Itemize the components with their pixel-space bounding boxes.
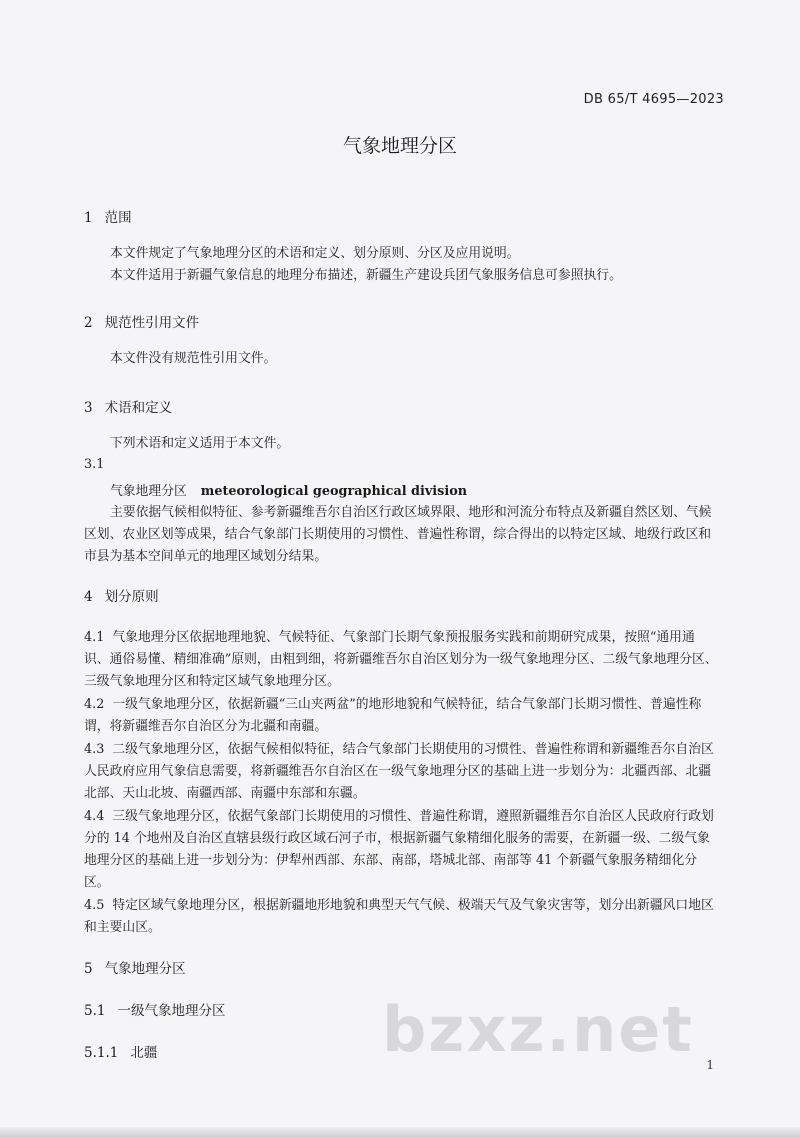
subsection-number: 5.1.1 — [84, 1045, 119, 1061]
section-title: 术语和定义 — [104, 400, 173, 416]
clause-text: 一级气象地理分区，依据新疆“三山夹两盆”的地形地貌和气候特征，结合气象部门长期习惯性、普遍性称谓，将新疆维吾尔自治区分为北疆和南疆。 — [84, 697, 702, 734]
document-title: 气象地理分区 — [342, 135, 457, 157]
clause-number: 4.5 — [84, 898, 105, 913]
clause-4-5 — [84, 895, 720, 939]
section-title: 划分原则 — [104, 589, 159, 605]
clause-number: 4.2 — [84, 697, 105, 712]
clause-number: 4.3 — [84, 742, 105, 757]
page-number: 1 — [706, 1058, 714, 1072]
section-number: 1 — [84, 210, 93, 226]
section-5-heading — [84, 957, 186, 977]
clause-4-1 — [84, 627, 720, 693]
section-3-heading — [84, 396, 172, 416]
section-number: 3 — [84, 400, 93, 416]
page-edge-shadow — [0, 1127, 800, 1137]
subsection-5-1-heading — [84, 999, 225, 1019]
section-number: 2 — [84, 315, 93, 331]
term-entry — [110, 480, 467, 499]
clause-4-3 — [84, 739, 720, 805]
subsection-title: 北疆 — [130, 1045, 158, 1061]
subsection-5-1-1-heading — [84, 1041, 157, 1061]
section-2-paragraph-1: 本文件没有规范性引用文件。 — [110, 351, 277, 366]
clause-text: 气象地理分区依据地理地貌、气候特征、气象部门长期气象预报服务实践和前期研究成果，按照“通用通识、通俗易懂、精细准确”原则，由粗到细，将新疆维吾尔自治区划分为一级气象地理分区、二级气象地理分区、三级气象地理分区和特定区域气象地理分区。 — [84, 630, 718, 689]
section-4-heading — [84, 585, 159, 605]
subsection-number: 5.1 — [84, 1003, 106, 1019]
section-title: 范围 — [104, 210, 132, 226]
clause-text: 特定区域气象地理分区，根据新疆地形地貌和典型天气气候、极端天气及气象灾害等，划分出新疆风口地区和主要山区。 — [84, 898, 714, 935]
section-1-paragraph-2: 本文件适用于新疆气象信息的地理分布描述，新疆生产建设兵团气象服务信息可参照执行。 — [110, 268, 622, 283]
section-3-paragraph-1: 下列术语和定义适用于本文件。 — [110, 436, 290, 451]
clause-text: 二级气象地理分区，依据气候相似特征，结合气象部门长期使用的习惯性、普遍性称谓和新疆维吾尔自治区人民政府应用气象信息需要，将新疆维吾尔自治区在一级气象地理分区的基础上进一步划分为：北疆西部、北疆北部、天山北坡、南疆西部、南疆中东部和东疆。 — [84, 742, 714, 801]
section-number: 5 — [84, 961, 93, 977]
watermark: bzxz.net — [382, 993, 694, 1066]
section-title: 规范性引用文件 — [104, 315, 200, 331]
clause-number: 4.4 — [84, 809, 105, 824]
clause-text: 三级气象地理分区，依据气象部门长期使用的习惯性、普遍性称谓，遵照新疆维吾尔自治区人民政府行政划分的 14 个地州及自治区直辖县级行政区域石河子市，根据新疆气象精细化服务的需要，在新疆一级、二级气象地理分区的基础上进一步划分为：伊犁州西部、东部、南部，塔城北部、南部等 41 个新疆气象服务精细化分区。 — [84, 809, 714, 890]
term-definition: 主要依据气候相似特征、参考新疆维吾尔自治区行政区域界限、地形和河流分布特点及新疆自然区划、气候区划、农业区划等成果，结合气象部门长期使用的习惯性、普遍性称谓，综合得出的以特定区域、地级行政区和市县为基本空间单元的地理区域划分结果。 — [84, 505, 712, 564]
section-1-paragraph-1: 本文件规定了气象地理分区的术语和定义、划分原则、分区及应用说明。 — [110, 246, 520, 261]
subsection-title: 一级气象地理分区 — [117, 1003, 226, 1019]
term-chinese: 气象地理分区 — [110, 484, 187, 499]
section-2-heading — [84, 311, 199, 331]
section-1-heading — [84, 206, 132, 226]
clause-4-2 — [84, 694, 720, 738]
standard-code: DB 65/T 4695—2023 — [583, 92, 724, 107]
clause-number: 4.1 — [84, 630, 105, 645]
clause-4-4 — [84, 806, 720, 894]
section-number: 4 — [84, 589, 93, 605]
section-title: 气象地理分区 — [104, 961, 186, 977]
clause-3-1-number: 3.1 — [84, 457, 105, 472]
term-english: meteorological geographical division — [200, 484, 468, 499]
